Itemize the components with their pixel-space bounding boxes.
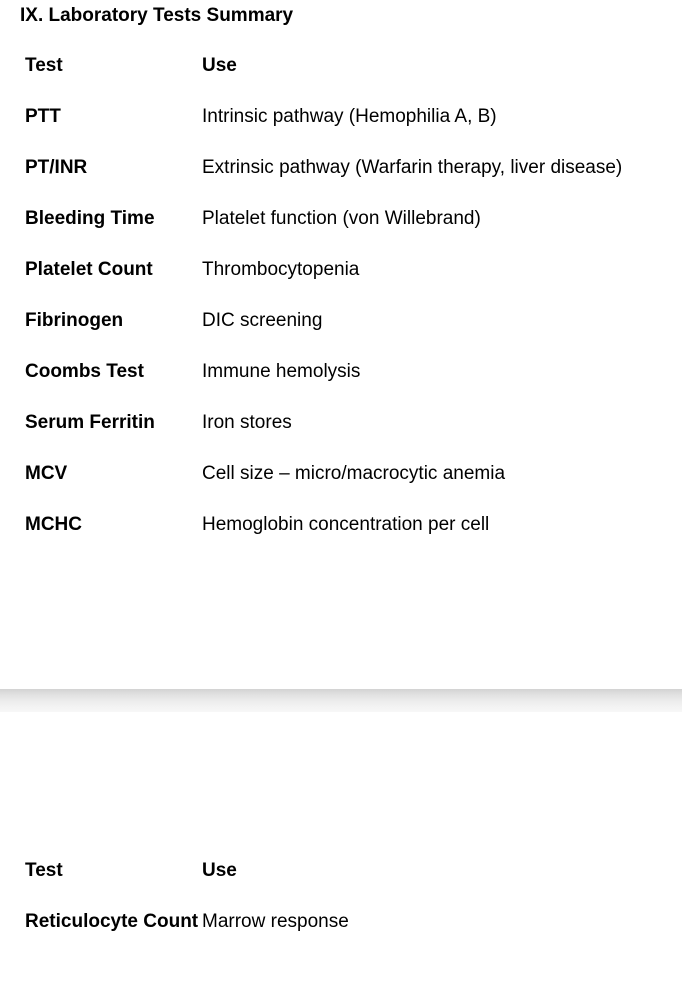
- table-row: [0, 309, 682, 333]
- page-2: [0, 712, 682, 981]
- section-heading: IX. Laboratory Tests Summary: [20, 5, 294, 26]
- test-use: Thrombocytopenia: [202, 259, 360, 280]
- table-row: [0, 360, 682, 384]
- test-use: Cell size – micro/macrocytic anemia: [202, 463, 506, 484]
- table-row: [0, 258, 682, 282]
- test-name: MCHC: [25, 514, 82, 535]
- test-name: PTT: [25, 106, 61, 127]
- test-name: MCV: [25, 463, 68, 484]
- test-name: Coombs Test: [25, 361, 144, 382]
- test-use: Hemoglobin concentration per cell: [202, 514, 490, 535]
- test-use: Platelet function (von Willebrand): [202, 208, 481, 229]
- test-name: Serum Ferritin: [25, 412, 155, 433]
- table-row: [0, 513, 682, 537]
- test-use: Immune hemolysis: [202, 361, 361, 382]
- table-row: [0, 411, 682, 435]
- test-name: Platelet Count: [25, 259, 153, 280]
- test-name: PT/INR: [25, 157, 88, 178]
- page-break-separator: [0, 689, 682, 712]
- table-row: [0, 207, 682, 231]
- test-name: Fibrinogen: [25, 310, 124, 331]
- table-header-row: [0, 859, 682, 883]
- table-row: [0, 105, 682, 129]
- column-header-use: Use: [202, 55, 237, 76]
- test-use: Marrow response: [202, 911, 349, 932]
- test-use: Extrinsic pathway (Warfarin therapy, liver disease): [202, 157, 623, 178]
- column-header-test: Test: [25, 55, 63, 76]
- test-name: Bleeding Time: [25, 208, 155, 229]
- table-row: [0, 462, 682, 486]
- table-row: [0, 156, 682, 180]
- table-header-row: [0, 54, 682, 78]
- test-use: Iron stores: [202, 412, 292, 433]
- test-use: DIC screening: [202, 310, 323, 331]
- table-row: [0, 910, 682, 934]
- column-header-use: Use: [202, 860, 237, 881]
- test-use: Intrinsic pathway (Hemophilia A, B): [202, 106, 497, 127]
- column-header-test: Test: [25, 860, 63, 881]
- test-name: Reticulocyte Count: [25, 911, 199, 932]
